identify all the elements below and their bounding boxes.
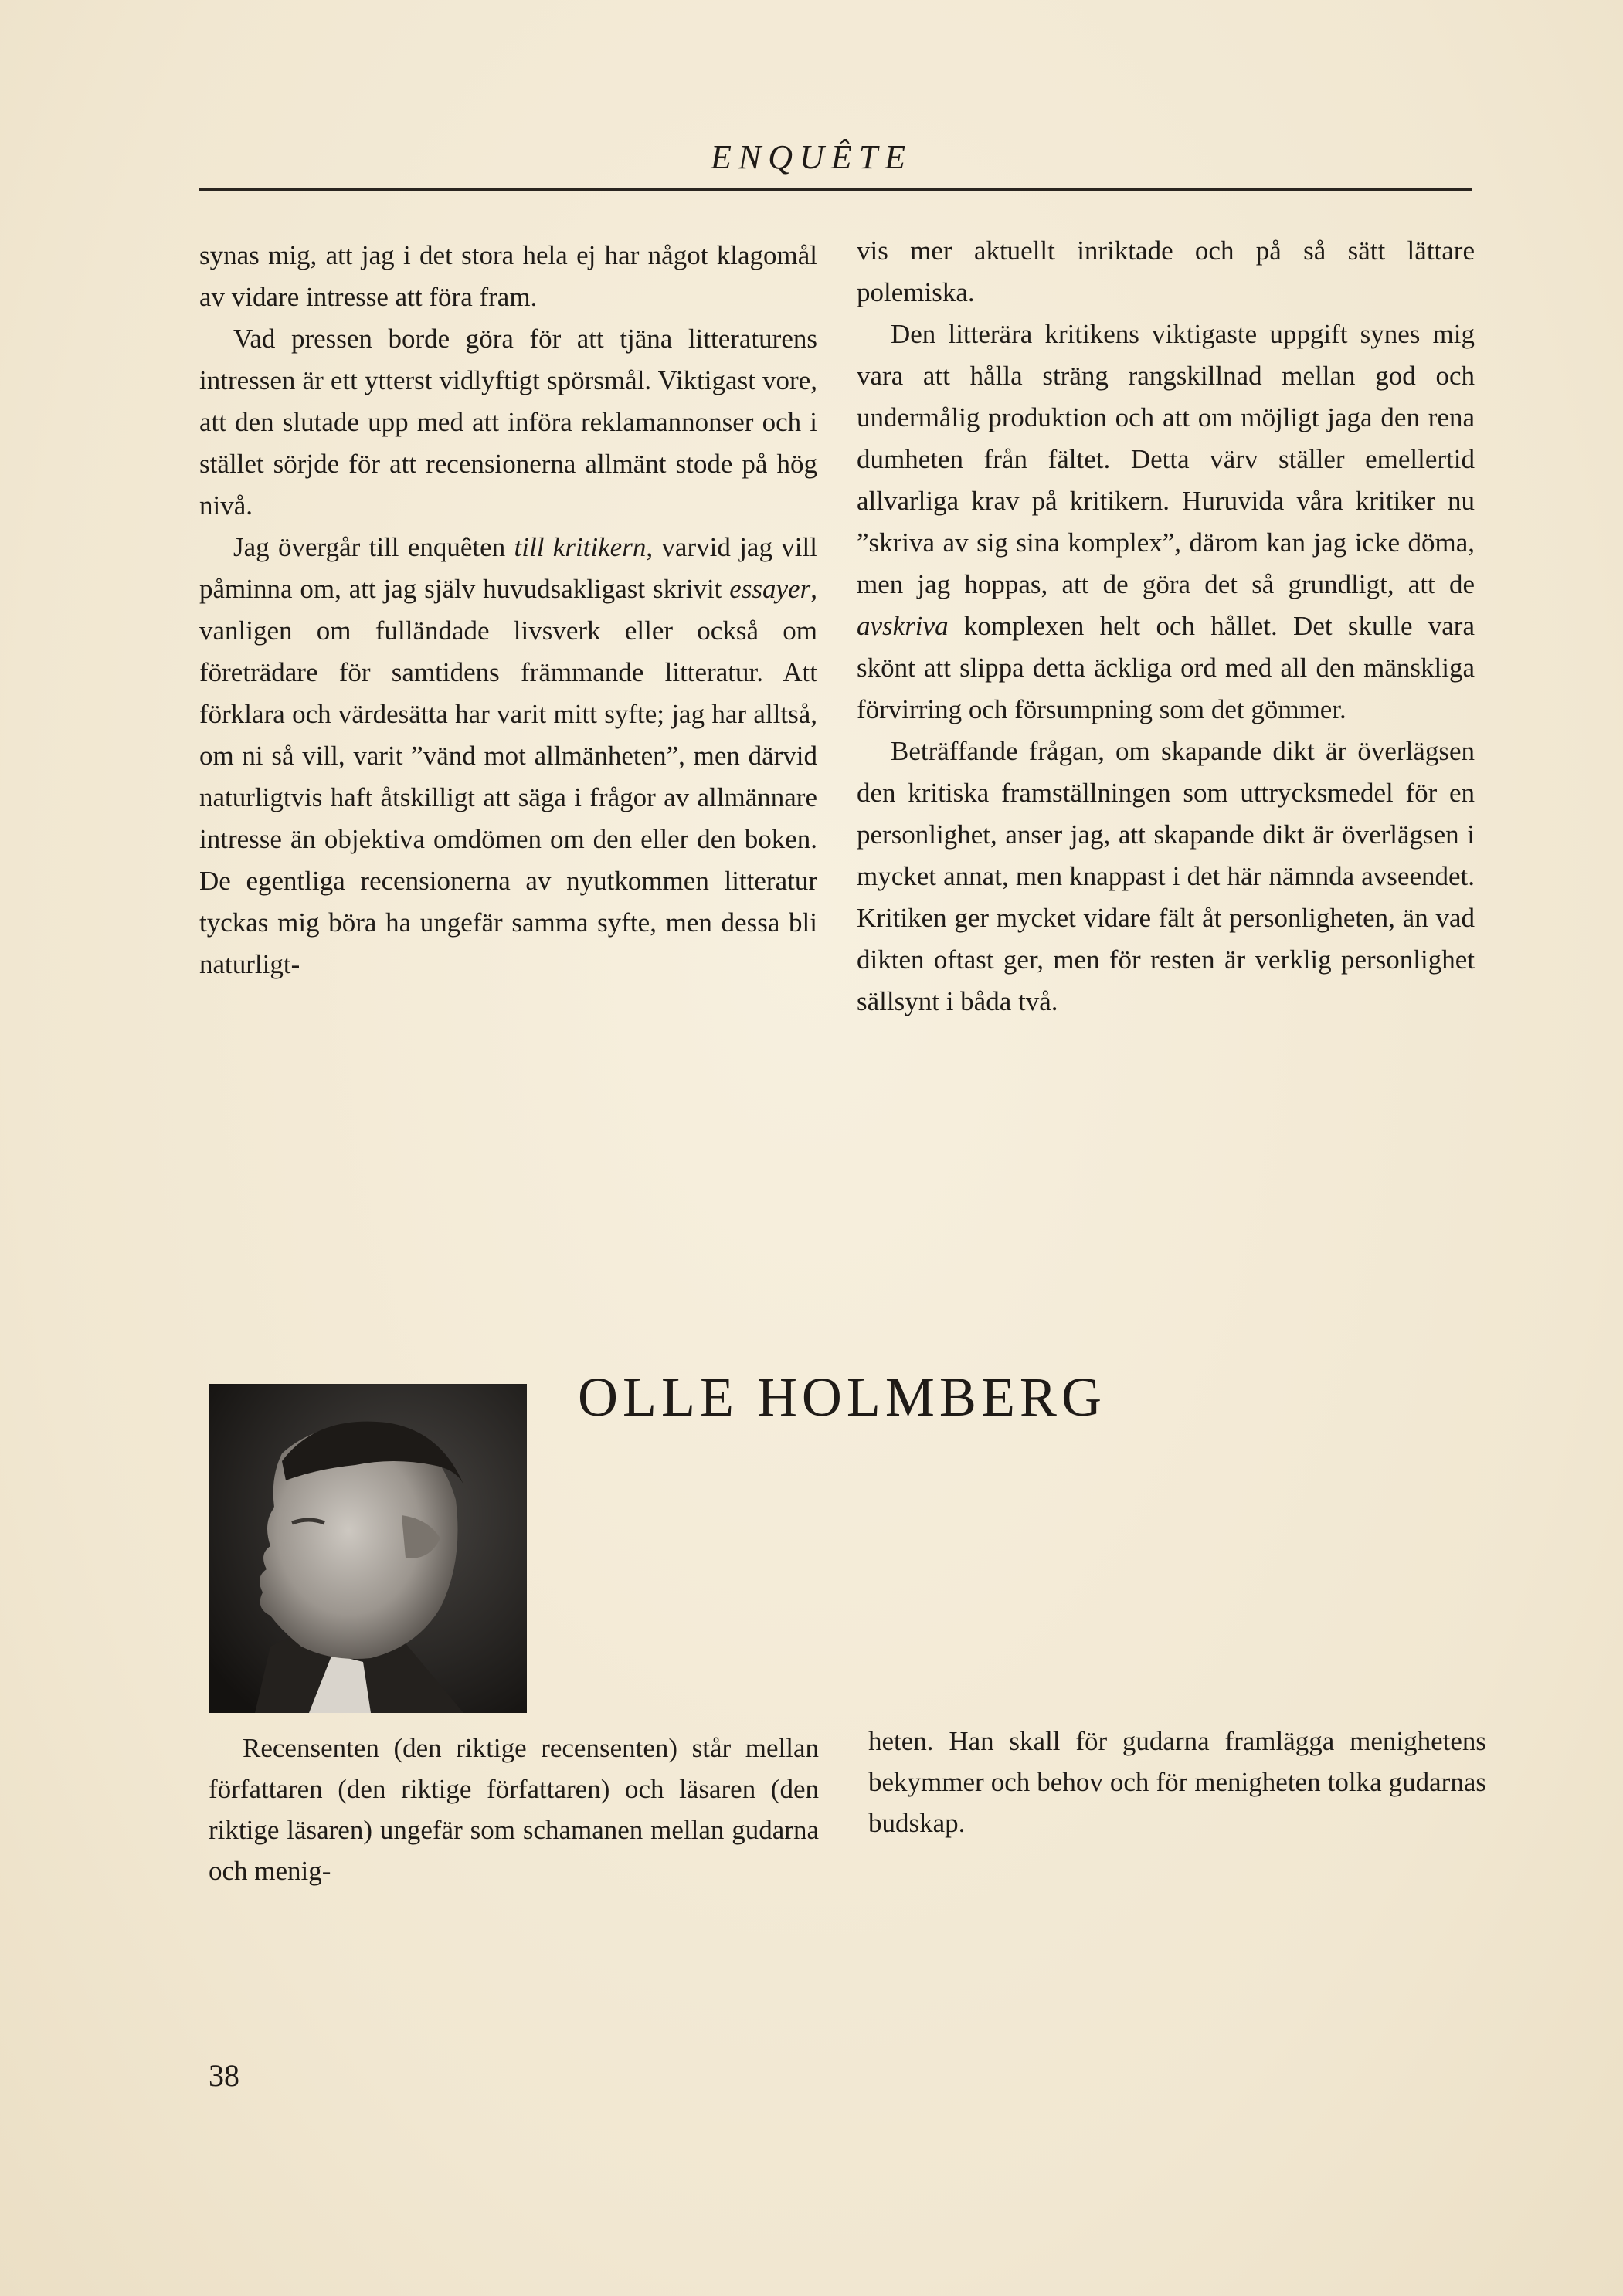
header-rule bbox=[199, 188, 1472, 191]
paragraph: Vad pressen borde göra för att tjäna litteraturens intressen är ett ytterst vidlyftigt spörsmål. Viktigast vore, att den slutade upp med att införa reklamannonser och i stället sörjde för att recensionerna allmänt stode på hög nivå. bbox=[199, 324, 817, 521]
paragraph: Recensenten (den riktige recensenten) står mellan författaren (den riktige författaren) och läsaren (den riktige läsaren) ungefär som schamanen mellan gudarna och menig- bbox=[209, 1733, 819, 1886]
emphasis: till kritikern bbox=[514, 532, 647, 562]
paragraph: heten. Han skall för gudarna framlägga menighetens bekymmer och behov och för menigheten tolka gudarnas budskap. bbox=[868, 1726, 1486, 1838]
paragraph: synas mig, att jag i det stora hela ej har något klagomål av vidare intresse att föra fram. bbox=[199, 240, 817, 312]
emphasis: essayer bbox=[729, 574, 811, 604]
top-right-column bbox=[857, 230, 1475, 1023]
top-left-column bbox=[199, 235, 817, 985]
page-number: 38 bbox=[209, 2058, 239, 2093]
emphasis: avskriva bbox=[857, 611, 949, 641]
author-name: OLLE HOLMBERG bbox=[578, 1366, 1106, 1428]
paragraph: Jag övergår till enquêten till kritikern, varvid jag vill påminna om, att jag själv huvudsakligast skrivit essayer, vanligen om fulländade livsverk eller också om företrädare för samtidens främmande litteratur. Att förklara och värdesätta har varit mitt syfte; jag har alltså, om ni så vill, varit ”vänd mot allmänheten”, men därvid naturligtvis haft åtskilligt att säga i frågor av allmännare intresse än objektiva omdömen om den eller den boken. De egentliga recensionerna av nyutkommen litteratur tyckas mig böra ha ungefär samma syfte, men dessa bli naturligt- bbox=[199, 532, 817, 979]
running-header: ENQUÊTE bbox=[711, 138, 912, 176]
paragraph: Beträffande frågan, om skapande dikt är överlägsen den kritiska framställningen som uttrycksmedel för en personlighet, anser jag, att skapande dikt är överlägsen i mycket annat, men knappast i det här nämnda avseendet. Kritiken ger mycket vidare fält åt personligheten, än vad dikten oftast ger, men för resten är verklig personlighet sällsynt i båda två. bbox=[857, 736, 1475, 1016]
bottom-right-column bbox=[868, 1721, 1486, 1843]
bottom-left-column bbox=[209, 1728, 819, 1891]
portrait-photo bbox=[209, 1384, 527, 1713]
paragraph: vis mer aktuellt inriktade och på så sätt lättare polemiska. bbox=[857, 236, 1475, 307]
paragraph: Den litterära kritikens viktigaste uppgift synes mig vara att hålla sträng rangskillnad mellan god och undermålig produktion och att om möjligt jaga den rena dumheten från fältet. Detta värv ställer emellertid allvarliga krav på kritikern. Huruvida våra kritiker nu ”skriva av sig sina komplex”, därom kan jag icke döma, men jag hoppas, att de göra det så grundligt, att de avskriva komplexen helt och hållet. Det skulle vara skönt att slippa detta äckliga ord med all den mänskliga förvirring och försumpning som det gömmer. bbox=[857, 319, 1475, 724]
author-portrait bbox=[209, 1384, 527, 1713]
